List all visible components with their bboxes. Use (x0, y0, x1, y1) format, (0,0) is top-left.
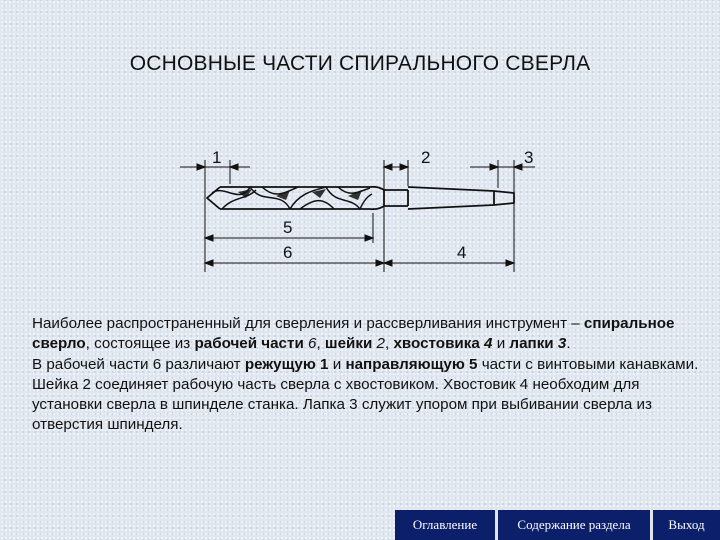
p1-text: и (492, 335, 510, 353)
p1-text: Наиболее распространенный для сверления и рассверливания инструмент – (32, 315, 584, 332)
p2-text: части с винтовыми канавками. Шейка 2 соединяет рабочую часть сверла с хвостовиком. Хвостовик 4 необходим для установки сверла в шпинделе станка. Лапка 3 служит упором при выбивании сверла из отверстия шпинделя. (32, 355, 699, 434)
label-6: 6 (283, 243, 293, 262)
footer-nav (395, 510, 720, 540)
paragraph-1 (6, 314, 708, 355)
extension-lines (205, 160, 514, 272)
p1-text: , состоящее из (85, 335, 195, 353)
ref-3: 3 (557, 335, 567, 353)
label-2: 2 (421, 148, 431, 167)
label-4: 4 (457, 243, 467, 262)
label-5: 5 (283, 218, 293, 237)
p2-text: и (328, 355, 346, 373)
p1-text: , (385, 335, 394, 353)
description-text (6, 314, 708, 436)
ref-6: 6 (308, 335, 317, 353)
p1-text: . (566, 335, 571, 353)
term-neck: шейки (324, 335, 373, 353)
term-shank: хвостовика (393, 335, 480, 353)
label-1: 1 (212, 148, 222, 167)
paragraph-2 (6, 355, 708, 436)
section-contents-button[interactable]: Содержание раздела (498, 510, 650, 540)
exit-button[interactable]: Выход (653, 510, 720, 540)
term-spiral-drill: спиральное сверло (32, 315, 675, 353)
term-cutting-part: режущую 1 (244, 355, 329, 373)
p1-text: , (316, 335, 325, 353)
label-3: 3 (524, 148, 534, 167)
term-tang: лапки (509, 335, 554, 353)
page-title: ОСНОВНЫЕ ЧАСТИ СПИРАЛЬНОГО СВЕРЛА (129, 52, 591, 75)
contents-button[interactable]: Оглавление (395, 510, 495, 540)
term-guiding-part: направляющую 5 (345, 355, 478, 373)
drill-flutes (212, 187, 372, 209)
ref-4: 4 (484, 335, 493, 353)
dimension-lines (180, 164, 535, 266)
p2-text: В рабочей части 6 различают (32, 355, 245, 373)
term-working-part: рабочей части (194, 335, 304, 353)
ref-2: 2 (376, 335, 385, 353)
